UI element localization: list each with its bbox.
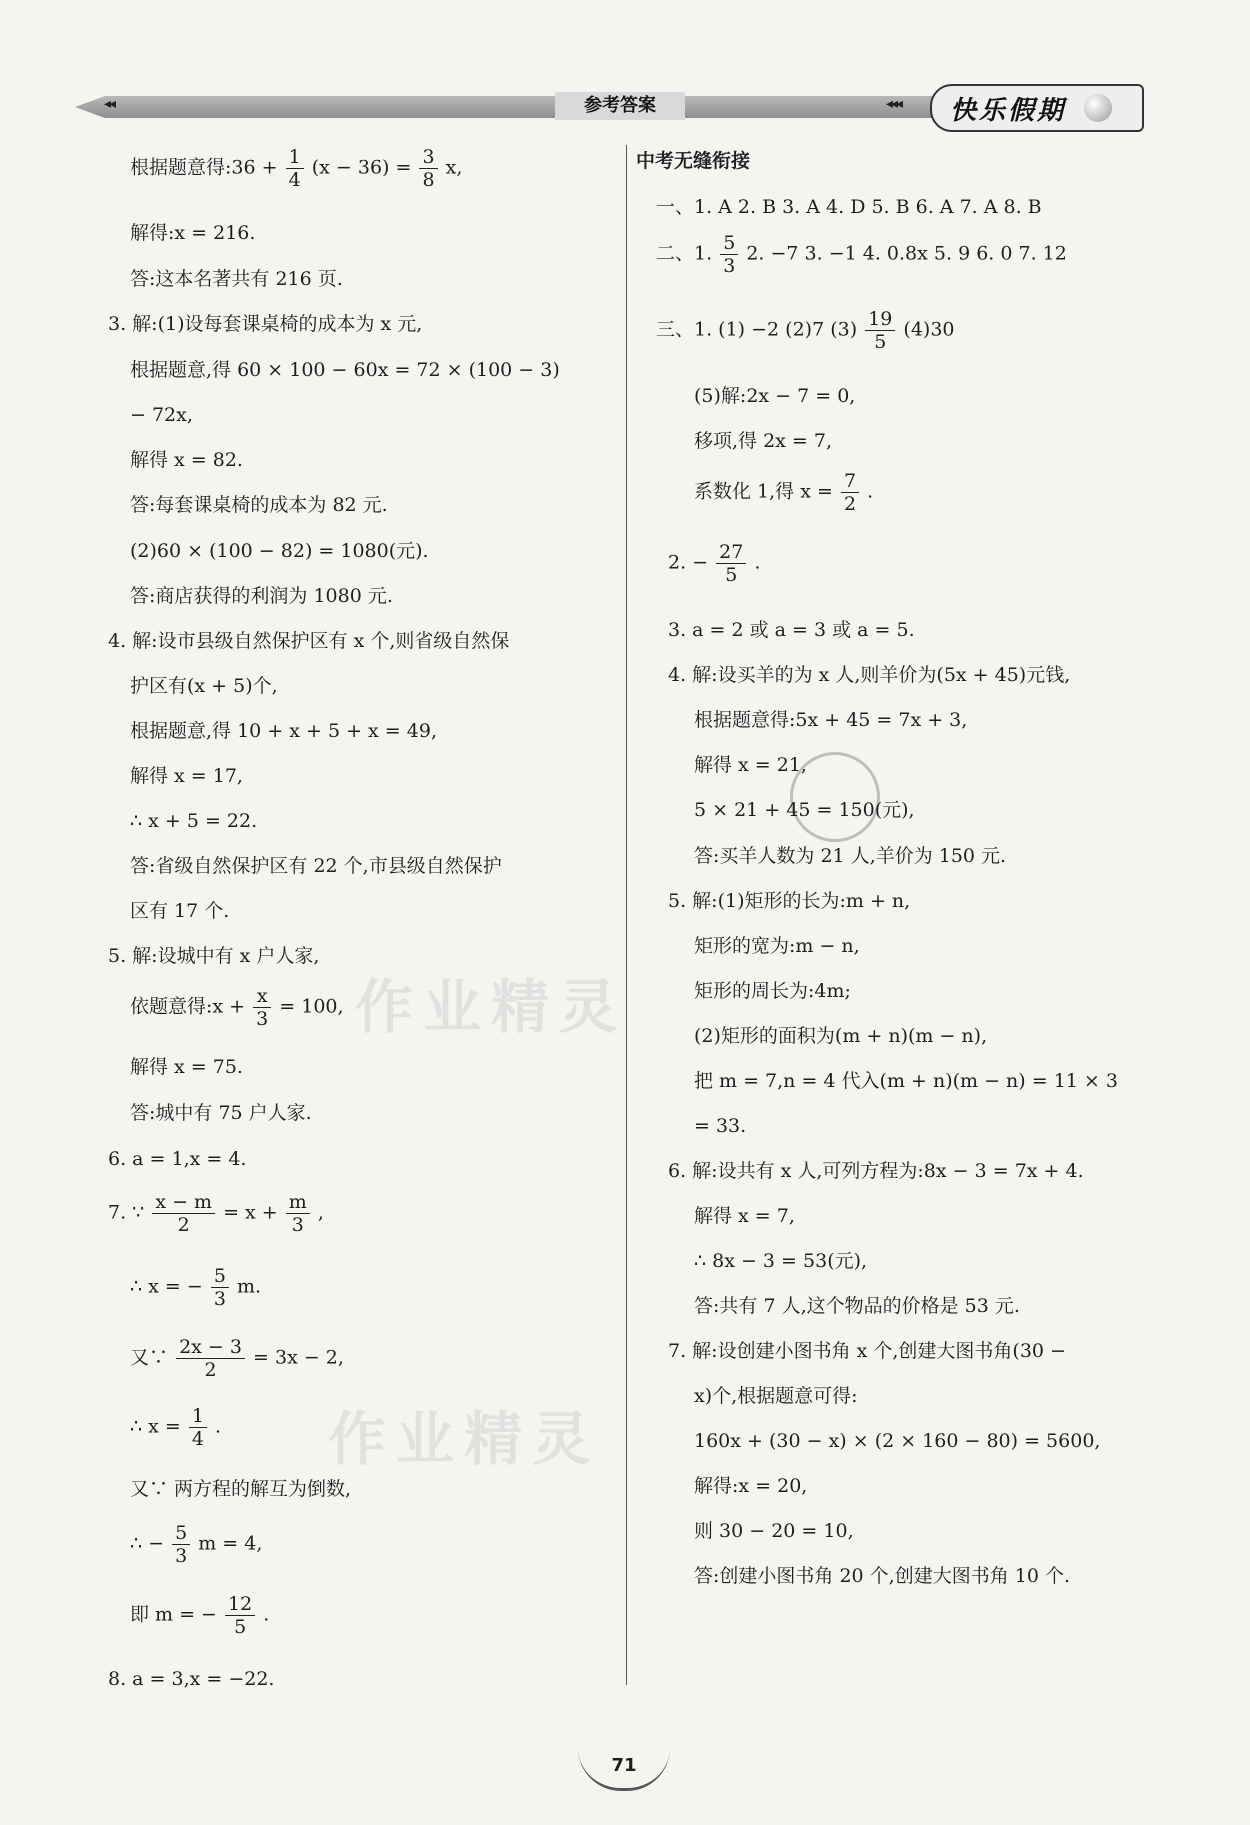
text-line	[130, 146, 462, 191]
section-heading: 中考无缝衔接	[636, 150, 751, 172]
text-line: 5 × 21 + 45 = 150(元),	[694, 799, 915, 821]
text-line: 根据题意,得 60 × 100 − 60x = 72 × (100 − 3)	[130, 359, 560, 381]
fraction: $\frac{7}{2}$	[841, 470, 859, 515]
fraction: $\frac{5}{3}$	[211, 1265, 229, 1310]
text-line: (5)解:2x − 7 = 0,	[694, 385, 856, 407]
fraction: $\frac{1}{4}$	[189, 1405, 207, 1450]
text-line: = 33.	[694, 1115, 747, 1137]
text-line: 解得 x = 17,	[130, 765, 243, 787]
text-line: 二、1. $\frac{5}{3}$ 2. −7 3. −1 4. 0.8x 5. 9 6. 0 7. 12	[656, 232, 1067, 277]
text-line: 解得 x = 75.	[130, 1056, 243, 1078]
text-line: 4. 解:设市县级自然保护区有 x 个,则省级自然保	[108, 630, 510, 652]
text-line: 答:省级自然保护区有 22 个,市县级自然保护	[130, 855, 502, 877]
text-line: 把 m = 7,n = 4 代入(m + n)(m − n) = 11 × 3	[694, 1070, 1118, 1092]
text-line: 解得:x = 20,	[694, 1475, 808, 1497]
watermark: 作业精灵	[355, 973, 628, 1041]
text-line: ∴ x = − $\frac{5}{3}$ m.	[130, 1265, 262, 1310]
text-line: 160x + (30 − x) × (2 × 160 − 80) = 5600,	[694, 1430, 1101, 1452]
fraction: $\frac{5}{3}$	[720, 232, 738, 277]
text-line: 答:创建小图书角 20 个,创建大图书角 10 个.	[694, 1565, 1070, 1587]
column-divider	[626, 145, 627, 1685]
text-line: 解得 x = 7,	[694, 1205, 795, 1227]
text-line: 解得:x = 216.	[130, 222, 256, 244]
text-line: 区有 17 个.	[130, 900, 230, 922]
logo-circle-icon	[1084, 94, 1112, 122]
text-line: 答:每套课桌椅的成本为 82 元.	[130, 494, 388, 516]
fraction: $\frac{12}{5}$	[225, 1593, 255, 1638]
text-line: 三、1. (1) −2 (2)7 (3) $\frac{19}{5}$ (4)30	[656, 308, 955, 353]
watermark: 作业精灵	[328, 1405, 601, 1473]
text-line: 根据题意得:5x + 45 = 7x + 3,	[694, 709, 968, 731]
text-line: 又∵ $\frac{2x - 3}{2}$ = 3x − 2,	[130, 1336, 344, 1381]
text-line: ∴ − $\frac{5}{3}$ m = 4,	[130, 1522, 263, 1567]
fraction: $\frac{2x - 3}{2}$	[176, 1336, 245, 1381]
fraction: $\frac{1}{4}$	[286, 146, 304, 191]
fraction: $\frac{19}{5}$	[865, 308, 895, 353]
text-line: 答:共有 7 人,这个物品的价格是 53 元.	[694, 1295, 1020, 1317]
text-line: 答:这本名著共有 216 页.	[130, 268, 343, 290]
text-line: 答:城中有 75 户人家.	[130, 1102, 312, 1124]
text-line: 即 m = − $\frac{12}{5}$ .	[130, 1593, 270, 1638]
text-line: (2)矩形的面积为(m + n)(m − n),	[694, 1025, 988, 1047]
header-title: 参考答案	[555, 92, 685, 120]
text-line: 移项,得 2x = 7,	[694, 430, 833, 452]
text-line: 又∵ 两方程的解互为倒数,	[130, 1478, 352, 1500]
text-line: 矩形的周长为:4m;	[694, 980, 851, 1002]
text: 根据题意得:36 +	[130, 156, 278, 179]
fraction: $\frac{3}{8}$	[419, 146, 437, 191]
text-line: 8. a = 3,x = −22.	[108, 1668, 275, 1690]
text-line: 6. 解:设共有 x 人,可列方程为:8x − 3 = 7x + 4.	[668, 1160, 1084, 1182]
fraction: $\frac{5}{3}$	[172, 1522, 190, 1567]
text-line: ∴ 8x − 3 = 53(元),	[694, 1250, 868, 1272]
text-line: ∴ x = $\frac{1}{4}$ .	[130, 1405, 222, 1450]
text: (x − 36) =	[311, 156, 412, 179]
text-line: 2. − $\frac{27}{5}$ .	[668, 541, 761, 586]
fraction: $\frac{27}{5}$	[716, 541, 746, 586]
header-left-arrows: ◂◂	[104, 96, 115, 112]
text-line: 解得 x = 21,	[694, 754, 807, 776]
fraction: $\frac{x - m}{2}$	[152, 1191, 215, 1236]
text-line: 7. ∵ $\frac{x - m}{2}$ = x + $\frac{m}{3}$ ,	[108, 1191, 324, 1236]
page-number: 71	[578, 1748, 670, 1791]
text-line: 依题意得:x + $\frac{x}{3}$ = 100,	[130, 985, 344, 1030]
header-right-arrows: ◂◂◂	[886, 96, 902, 112]
fraction: $\frac{m}{3}$	[286, 1191, 310, 1236]
text-line: 3. 解:(1)设每套课桌椅的成本为 x 元,	[108, 313, 423, 335]
logo-text: 快乐假期	[950, 96, 1067, 126]
text-line: 6. a = 1,x = 4.	[108, 1148, 247, 1170]
text-line: 一、1. A 2. B 3. A 4. D 5. B 6. A 7. A 8. B	[656, 196, 1042, 218]
text-line: 5. 解:(1)矩形的长为:m + n,	[668, 890, 911, 912]
text-line: − 72x,	[130, 404, 193, 426]
text-line: 3. a = 2 或 a = 3 或 a = 5.	[668, 619, 915, 641]
text-line: ∴ x + 5 = 22.	[130, 810, 258, 832]
text-line: (2)60 × (100 − 82) = 1080(元).	[130, 540, 429, 562]
text-line: 解得 x = 82.	[130, 449, 243, 471]
text-line: 4. 解:设买羊的为 x 人,则羊价为(5x + 45)元钱,	[668, 664, 1071, 686]
text-line: 根据题意,得 10 + x + 5 + x = 49,	[130, 720, 437, 742]
text: x,	[445, 156, 463, 179]
text-line: 答:买羊人数为 21 人,羊价为 150 元.	[694, 845, 1007, 867]
text-line: 则 30 − 20 = 10,	[694, 1520, 854, 1542]
text-line: 护区有(x + 5)个,	[130, 675, 278, 697]
text-line: 7. 解:设创建小图书角 x 个,创建大图书角(30 −	[668, 1340, 1066, 1362]
fraction: $\frac{x}{3}$	[253, 985, 271, 1030]
text-line: 矩形的宽为:m − n,	[694, 935, 860, 957]
text-line: x)个,根据题意可得:	[694, 1385, 858, 1407]
text-line: 系数化 1,得 x = $\frac{7}{2}$ .	[694, 470, 874, 515]
text-line: 答:商店获得的利润为 1080 元.	[130, 585, 393, 607]
text-line: 5. 解:设城中有 x 户人家,	[108, 945, 320, 967]
